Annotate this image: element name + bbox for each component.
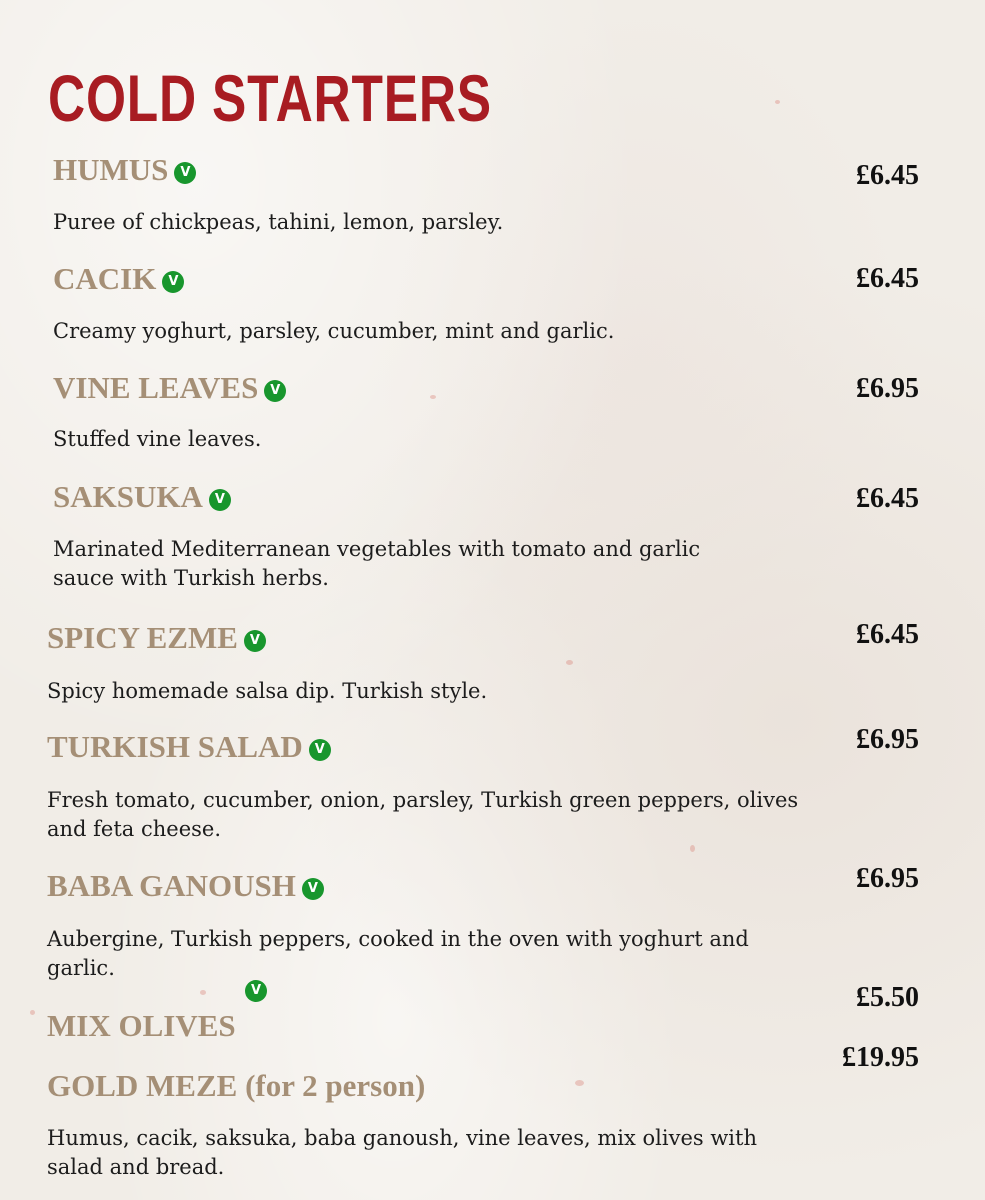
vegetarian-icon: V (174, 162, 196, 184)
menu-item-name: MIX OLIVES (47, 1008, 236, 1043)
menu-item-description: Spicy homemade salsa dip. Turkish style. (47, 679, 488, 703)
menu-item-name-text: BABA GANOUSH (47, 868, 296, 903)
menu-item-description: Marinated Mediterranean vegetables with tomato and garlic sauce with Turkish herbs. (53, 537, 701, 590)
paper-speck (575, 1080, 584, 1086)
menu-item-name (53, 261, 184, 297)
paper-speck (30, 1010, 35, 1015)
menu-item-name: GOLD MEZE (for 2 person) (47, 1068, 426, 1103)
menu-item-name-text: TURKISH SALAD (47, 729, 303, 764)
menu-item-name-text: HUMUS (53, 152, 169, 187)
vegetarian-icon: V (209, 489, 231, 511)
menu-item-price: £6.45 (856, 160, 919, 191)
paper-speck (566, 660, 573, 665)
menu-item-price: £6.45 (856, 619, 919, 650)
paper-speck (690, 845, 695, 852)
menu-item-price: £6.95 (856, 863, 919, 894)
menu-item-price: £5.50 (856, 982, 919, 1013)
vegetarian-icon: V (309, 739, 331, 761)
menu-item-name (47, 729, 331, 765)
menu-item-name (53, 479, 231, 515)
vegetarian-icon: V (162, 271, 184, 293)
paper-speck (200, 990, 206, 995)
menu-item-name (47, 868, 324, 904)
paper-speck (430, 395, 436, 399)
vegetarian-icon: V (244, 630, 266, 652)
menu-item-price: £6.95 (856, 373, 919, 404)
menu-section-title: COLD STARTERS (48, 61, 492, 135)
menu-item-name (53, 152, 196, 188)
menu-item-price: £19.95 (842, 1042, 919, 1073)
menu-item-description: Stuffed vine leaves. (53, 427, 262, 451)
vegetarian-icon: V (264, 380, 286, 402)
menu-item-name-text: SPICY EZME (47, 620, 238, 655)
menu-item-name-text: SAKSUKA (53, 479, 203, 514)
menu-item-name (47, 620, 266, 656)
vegetarian-icon: V (245, 980, 267, 1002)
menu-item-description: Humus, cacik, saksuka, baba ganoush, vine leaves, mix olives with salad and bread. (47, 1126, 757, 1179)
menu-item-description: Aubergine, Turkish peppers, cooked in the oven with yoghurt and garlic. (47, 927, 749, 980)
menu-item-price: £6.45 (856, 263, 919, 294)
menu-item-name-text: CACIK (53, 261, 157, 296)
menu-item-name-text: VINE LEAVES (53, 370, 259, 405)
menu-item-name (53, 370, 286, 406)
paper-speck (775, 100, 780, 104)
menu-item-price: £6.95 (856, 724, 919, 755)
vegetarian-icon: V (302, 878, 324, 900)
menu-item-description: Creamy yoghurt, parsley, cucumber, mint and garlic. (53, 319, 615, 343)
menu-item-description: Puree of chickpeas, tahini, lemon, parsley. (53, 210, 504, 234)
menu-item-description: Fresh tomato, cucumber, onion, parsley, Turkish green peppers, olives and feta cheese. (47, 788, 799, 841)
menu-item-price: £6.45 (856, 483, 919, 514)
